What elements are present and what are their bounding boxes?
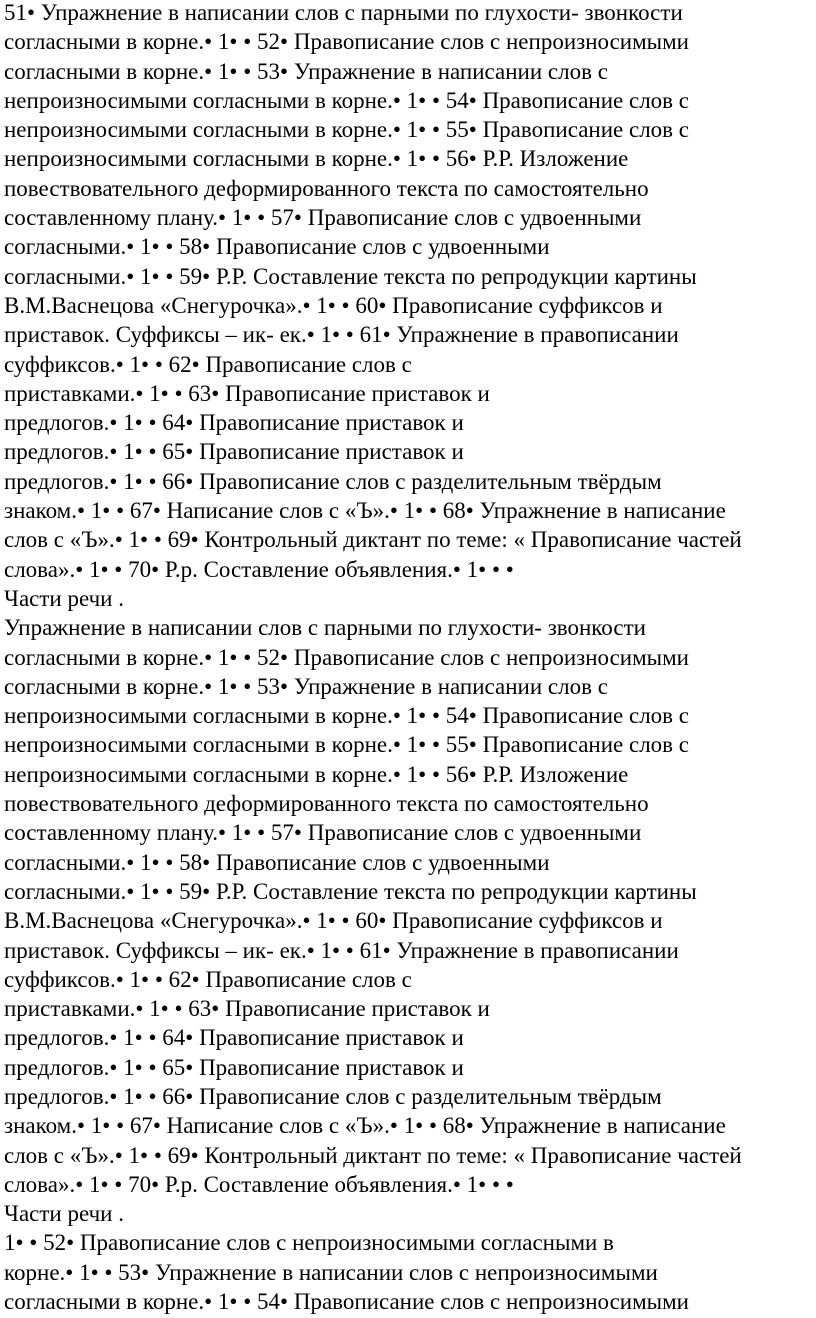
text-line: непроизносимыми согласными в корне.• 1• • 54• Правописание слов с (4, 703, 689, 729)
section-heading: Части речи . (4, 585, 124, 611)
text-line: слов с «Ъ».• 1• • 69• Контрольный диктант по теме: « Правописание частей (4, 1142, 742, 1168)
text-line: предлогов.• 1• • 64• Правописание приставок и (4, 410, 464, 436)
text-line: повествовательного деформированного текста по самостоятельно (4, 175, 649, 201)
text-line: суффиксов.• 1• • 62• Правописание слов с (4, 351, 412, 377)
section-heading: Части речи . (4, 1201, 124, 1227)
text-line: 51• Упражнение в написании слов с парными по глухости- звонкости (4, 0, 683, 25)
text-line: В.М.Васнецова «Снегурочка».• 1• • 60• Правописание суффиксов и (4, 908, 663, 934)
text-line: непроизносимыми согласными в корне.• 1• • 56• Р.Р. Изложение (4, 761, 629, 787)
text-line: согласными.• 1• • 59• Р.Р. Составление текста по репродукции картины (4, 878, 697, 904)
text-line: предлогов.• 1• • 64• Правописание приставок и (4, 1025, 464, 1051)
text-line: составленному плану.• 1• • 57• Правописание слов с удвоенными (4, 820, 642, 846)
text-line: слова».• 1• • 70• Р.р. Составление объявления.• 1• • • (4, 556, 514, 582)
text-line: суффиксов.• 1• • 62• Правописание слов с (4, 966, 412, 992)
text-line: 1• • 52• Правописание слов с непроизносимыми согласными в (4, 1230, 614, 1256)
text-line: согласными в корне.• 1• • 52• Правописание слов с непроизносимыми (4, 644, 689, 670)
text-line: приставок. Суффиксы – ик- ек.• 1• • 61• Упражнение в правописании (4, 322, 679, 348)
text-line: непроизносимыми согласными в корне.• 1• • 56• Р.Р. Изложение (4, 146, 629, 172)
text-line: предлогов.• 1• • 65• Правописание приставок и (4, 439, 464, 465)
text-line: составленному плану.• 1• • 57• Правописание слов с удвоенными (4, 205, 642, 231)
text-line: согласными.• 1• • 59• Р.Р. Составление текста по репродукции картины (4, 263, 697, 289)
text-line: согласными в корне.• 1• • 52• Правописание слов с непроизносимыми (4, 29, 689, 55)
text-line: слова».• 1• • 70• Р.р. Составление объявления.• 1• • • (4, 1171, 514, 1197)
text-line: приставками.• 1• • 63• Правописание приставок и (4, 380, 490, 406)
text-line: согласными в корне.• 1• • 54• Правописание слов с непроизносимыми (4, 1289, 689, 1315)
text-line: приставок. Суффиксы – ик- ек.• 1• • 61• Упражнение в правописании (4, 937, 679, 963)
text-line: корне.• 1• • 53• Упражнение в написании слов с непроизносимыми (4, 1259, 658, 1285)
text-line: предлогов.• 1• • 65• Правописание приставок и (4, 1054, 464, 1080)
text-line: согласными.• 1• • 58• Правописание слов с удвоенными (4, 234, 550, 260)
text-line: предлогов.• 1• • 66• Правописание слов с разделительным твёрдым (4, 468, 662, 494)
text-line: предлогов.• 1• • 66• Правописание слов с разделительным твёрдым (4, 1083, 662, 1109)
text-line: приставками.• 1• • 63• Правописание приставок и (4, 996, 490, 1022)
text-line: знаком.• 1• • 67• Написание слов с «Ъ».• 1• • 68• Упражнение в написание (4, 498, 726, 524)
text-line: согласными в корне.• 1• • 53• Упражнение в написании слов с (4, 673, 608, 699)
text-line: слов с «Ъ».• 1• • 69• Контрольный диктант по теме: « Правописание частей (4, 527, 742, 553)
text-line: согласными.• 1• • 58• Правописание слов с удвоенными (4, 849, 550, 875)
text-line: непроизносимыми согласными в корне.• 1• • 55• Правописание слов с (4, 117, 689, 143)
text-line: Упражнение в написании слов с парными по глухости- звонкости (4, 615, 646, 641)
text-line: В.М.Васнецова «Снегурочка».• 1• • 60• Правописание суффиксов и (4, 292, 663, 318)
text-line: согласными в корне.• 1• • 53• Упражнение в написании слов с (4, 58, 608, 84)
text-line: непроизносимыми согласными в корне.• 1• • 54• Правописание слов с (4, 87, 689, 113)
text-line: непроизносимыми согласными в корне.• 1• • 55• Правописание слов с (4, 732, 689, 758)
text-line: повествовательного деформированного текста по самостоятельно (4, 791, 649, 817)
text-line: знаком.• 1• • 67• Написание слов с «Ъ».• 1• • 68• Упражнение в написание (4, 1113, 726, 1139)
